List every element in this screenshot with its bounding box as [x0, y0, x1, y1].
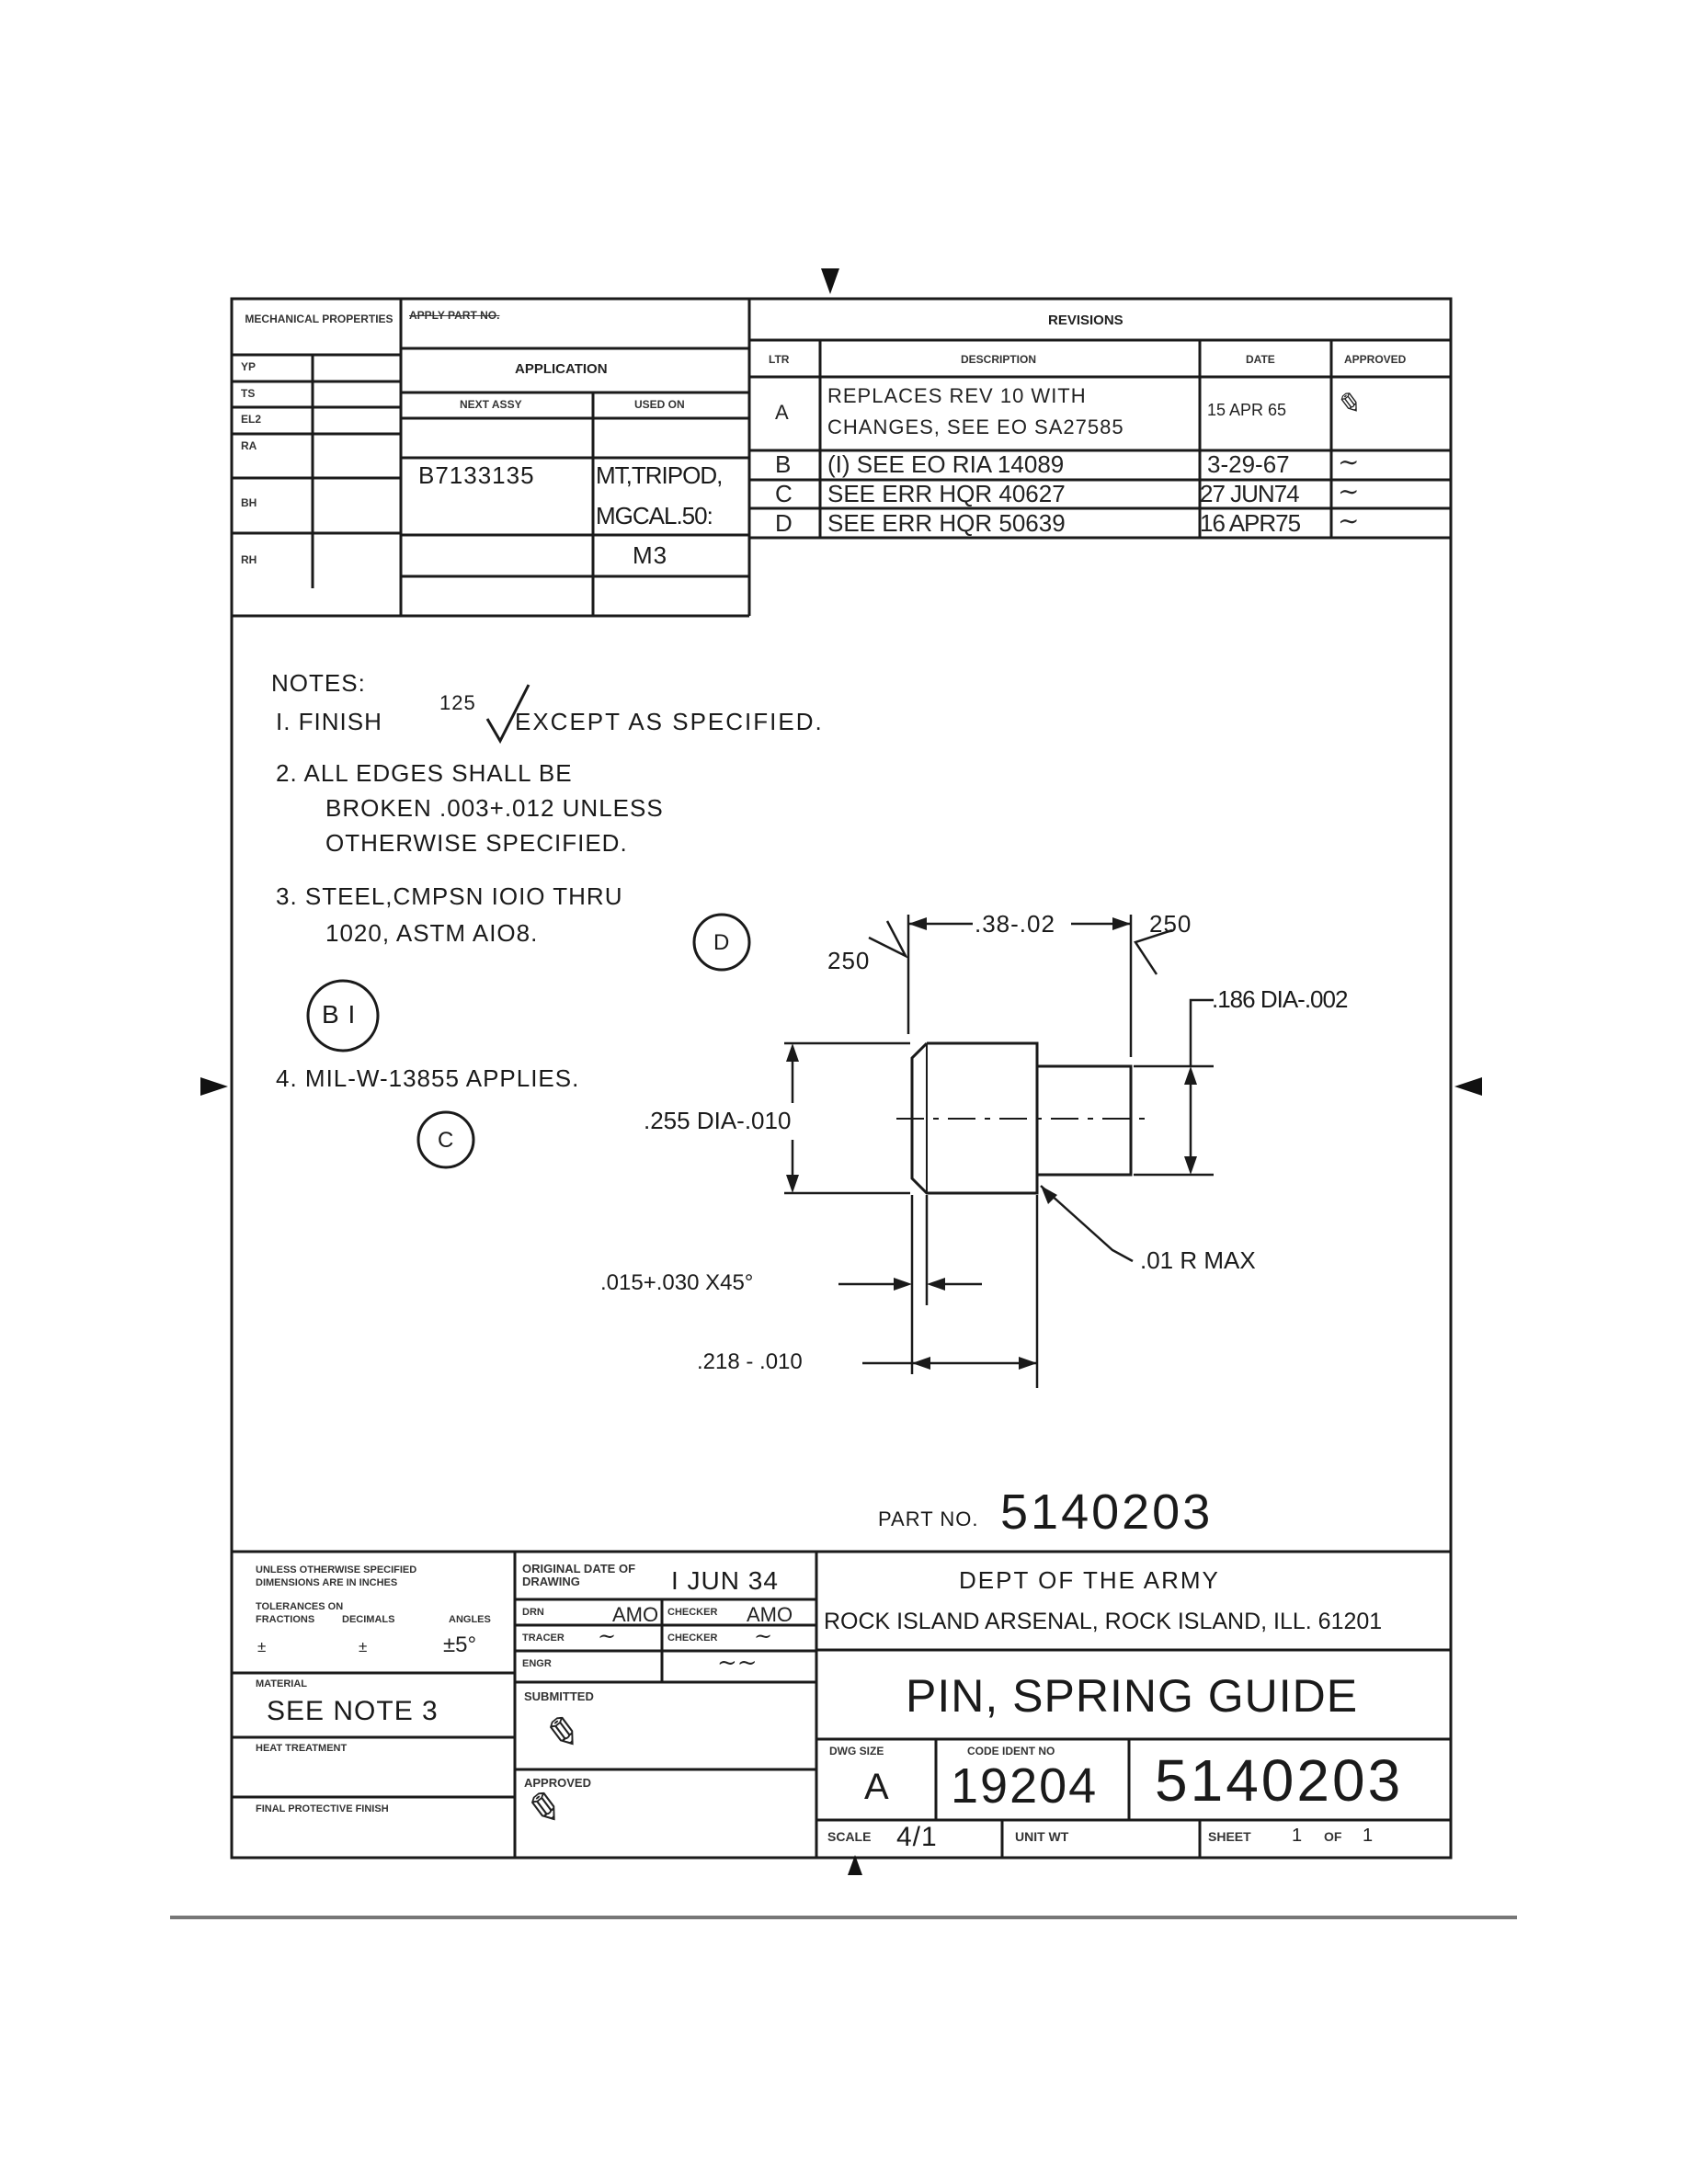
checker2-signature: ~: [754, 1623, 773, 1649]
dim-big-dia: .255 DIA-.010: [644, 1107, 792, 1134]
used-on-3: M3: [633, 541, 668, 569]
mech-prop-yp: YP: [241, 360, 257, 373]
orig-date-label: ORIGINAL DATE OF DRAWING: [522, 1562, 636, 1588]
mech-prop-ts: TS: [241, 387, 256, 400]
note-2-line2: BROKEN .003+.012 UNLESS: [325, 794, 664, 822]
dim-length-top: .38-.02: [975, 910, 1055, 938]
scale-label: SCALE: [827, 1829, 872, 1844]
engr-label: ENGR: [522, 1658, 552, 1669]
rev-col-ltr: LTR: [769, 353, 790, 366]
submitted-label: SUBMITTED: [524, 1689, 594, 1703]
heat-treatment-label: HEAT TREATMENT: [256, 1743, 348, 1754]
top-center-arrow: [821, 268, 839, 294]
rev-col-approved: APPROVED: [1344, 353, 1407, 366]
mech-prop-rh: RH: [241, 553, 257, 566]
material-label: MATERIAL: [256, 1678, 308, 1689]
note-3-line1: 3. STEEL,CMPSN IOIO THRU: [276, 882, 623, 910]
revisions-header: REVISIONS: [1048, 313, 1123, 328]
rev-d-date: 16 APR75: [1200, 509, 1301, 537]
rev-d-desc: SEE ERR HQR 50639: [827, 509, 1066, 537]
mech-prop-ra: RA: [241, 439, 257, 452]
col-used-on: USED ON: [634, 398, 685, 411]
col-next-assy: NEXT ASSY: [460, 398, 522, 411]
rev-b-desc: (I) SEE EO RIA 14089: [827, 450, 1065, 478]
part-no-label: PART NO.: [878, 1507, 979, 1530]
note-1-suffix: EXCEPT AS SPECIFIED.: [515, 708, 824, 735]
dwg-size-label: DWG SIZE: [829, 1745, 884, 1757]
dim-small-dia: .186 DIA-.002: [1212, 985, 1348, 1013]
unit-wt-label: UNIT WT: [1015, 1829, 1069, 1844]
rev-c-date: 27 JUN74: [1200, 480, 1299, 507]
material-value: SEE NOTE 3: [267, 1696, 439, 1726]
rev-d-signature: ∼: [1338, 506, 1360, 536]
application-header: APPLICATION: [515, 361, 608, 377]
checker-label: CHECKER: [667, 1607, 718, 1618]
final-finish-label: FINAL PROTECTIVE FINISH: [256, 1803, 389, 1814]
notes-title: NOTES:: [271, 669, 366, 697]
note-4: 4. MIL-W-13855 APPLIES.: [276, 1064, 580, 1092]
left-center-arrow: [200, 1077, 228, 1096]
rev-a-signature: ✎: [1335, 386, 1360, 421]
note-2-line3: OTHERWISE SPECIFIED.: [325, 829, 628, 857]
dim-fillet: .01 R MAX: [1140, 1246, 1256, 1274]
dwg-size-value: A: [864, 1767, 890, 1807]
rev-c-desc: SEE ERR HQR 40627: [827, 480, 1066, 507]
dwg-number: 5140203: [1155, 1747, 1404, 1814]
rev-d-ltr: D: [775, 509, 793, 537]
engr-signature: ~~: [717, 1649, 758, 1677]
orig-date-value: I JUN 34: [671, 1566, 779, 1595]
tol-angles: ANGLES: [449, 1614, 491, 1625]
note-1-value: 125: [439, 691, 476, 714]
tracer-signature: ~: [598, 1623, 617, 1649]
scale-value: 4/1: [896, 1822, 938, 1852]
arsenal-text: ROCK ISLAND ARSENAL, ROCK ISLAND, ILL. 61201: [824, 1609, 1383, 1634]
marker-b1-label: B I: [322, 1000, 357, 1029]
note-2-line1: 2. ALL EDGES SHALL BE: [276, 759, 573, 787]
rev-c-signature: ∼: [1338, 476, 1360, 506]
tol-fraction-pm: ±: [257, 1638, 267, 1655]
rev-a-ltr: A: [775, 401, 789, 424]
tol-angle-value: ±5°: [443, 1632, 477, 1657]
tol-decimal-pm: ±: [359, 1638, 368, 1655]
part-no-value: 5140203: [1000, 1484, 1214, 1540]
mech-prop-el2: EL2: [241, 413, 262, 426]
dim-finish-left: 250: [827, 947, 871, 974]
checker-value: AMO: [747, 1603, 793, 1626]
approved-label: APPROVED: [524, 1776, 591, 1790]
apply-part-no: APPLY PART NO.: [409, 309, 500, 322]
used-on-1: MT,TRIPOD,: [596, 461, 723, 489]
next-assy-value: B7133135: [418, 461, 535, 489]
rev-col-date: DATE: [1246, 353, 1275, 366]
sheet-label: SHEET: [1208, 1829, 1251, 1844]
mech-props-header: MECHANICAL PROPERTIES: [245, 313, 393, 325]
dim-head-len: .218 - .010: [697, 1349, 803, 1374]
submitted-signature: ✎: [541, 1708, 578, 1759]
pin-part: [896, 1043, 1149, 1193]
marker-c-label: C: [438, 1128, 455, 1153]
rev-a-desc2: CHANGES, SEE EO SA27585: [827, 415, 1124, 438]
tol-line2: DIMENSIONS ARE IN INCHES: [256, 1577, 398, 1588]
rev-b-date: 3-29-67: [1207, 450, 1290, 478]
drawing-title: PIN, SPRING GUIDE: [906, 1670, 1359, 1722]
dim-finish-right: 250: [1149, 910, 1192, 938]
checker2-label: CHECKER: [667, 1632, 718, 1644]
code-ident-value: 19204: [951, 1758, 1099, 1814]
rev-c-ltr: C: [775, 480, 793, 507]
tol-fractions: FRACTIONS: [256, 1614, 315, 1625]
note-3-line2: 1020, ASTM AIO8.: [325, 919, 539, 947]
drn-value: AMO: [612, 1603, 659, 1626]
dim-chamfer: .015+.030 X45°: [600, 1270, 754, 1295]
note-1-prefix: I. FINISH: [276, 708, 382, 735]
of-value: 1: [1363, 1826, 1374, 1846]
rev-col-description: DESCRIPTION: [961, 353, 1037, 366]
rev-a-desc1: REPLACES REV 10 WITH: [827, 384, 1087, 407]
code-ident-label: CODE IDENT NO: [967, 1745, 1055, 1757]
sheet-value: 1: [1292, 1826, 1303, 1846]
tol-line1: UNLESS OTHERWISE SPECIFIED: [256, 1564, 417, 1575]
tracer-label: TRACER: [522, 1632, 565, 1644]
of-label: OF: [1324, 1829, 1342, 1844]
used-on-2: MGCAL.50:: [596, 502, 713, 529]
tol-decimals: DECIMALS: [342, 1614, 395, 1625]
dept-text: DEPT OF THE ARMY: [959, 1566, 1220, 1594]
mech-prop-bh: BH: [241, 496, 257, 509]
right-center-arrow: [1454, 1077, 1482, 1096]
rev-a-date: 15 APR 65: [1207, 401, 1287, 419]
rev-b-signature: ∼: [1338, 447, 1360, 477]
marker-d-label: D: [713, 930, 731, 955]
approved-signature: ✎: [522, 1783, 560, 1835]
tol-line3: TOLERANCES ON: [256, 1601, 344, 1612]
drn-label: DRN: [522, 1607, 544, 1618]
rev-b-ltr: B: [775, 450, 792, 478]
